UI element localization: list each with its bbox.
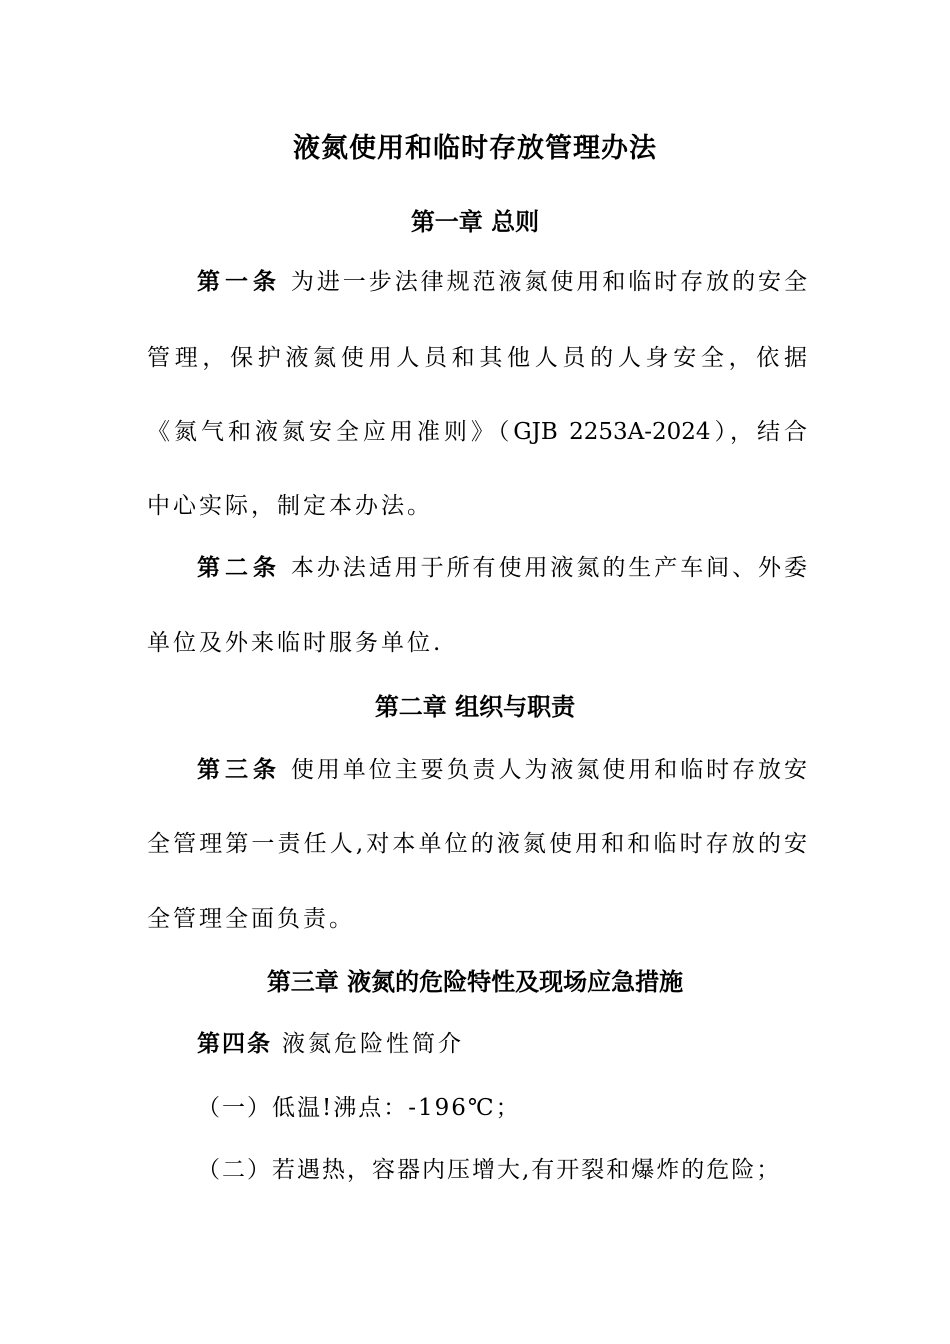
article-1-label: 第一条 (197, 269, 281, 295)
article-2-line-2: 单位及外来临时服务单位. (147, 630, 444, 656)
article-1-line-2: 管理，保护液氮使用人员和其他人员的人身安全，依据 (147, 345, 807, 371)
article-1-line-3: 《氮气和液氮安全应用准则》（GJB 2253A-2024），结合 (147, 419, 807, 445)
document-title: 液氮使用和临时存放管理办法 (293, 133, 657, 164)
article-1-line-4: 中心实际，制定本办法。 (147, 493, 433, 519)
article-1-text-1: 为进一步法律规范液氮使用和临时存放的安全 (290, 269, 808, 295)
article-3-line-3: 全管理全面负责。 (147, 906, 355, 932)
article-4-item-2: （二）若遇热，容器内压增大,有开裂和爆炸的危险； (197, 1157, 782, 1183)
article-1-line-1 (197, 263, 807, 296)
chapter-3-heading: 第三章 液氮的危险特性及现场应急措施 (266, 968, 684, 996)
article-3-label: 第三条 (197, 757, 281, 783)
article-2-label: 第二条 (197, 555, 281, 581)
article-2-text-1: 本办法适用于所有使用液氮的生产车间、外委 (290, 555, 808, 581)
chapter-1-heading: 第一章 总则 (410, 208, 540, 236)
article-4-text-1: 液氮危险性简介 (282, 1031, 464, 1057)
article-4-line-1 (197, 1025, 807, 1058)
article-3-line-1 (197, 751, 807, 784)
chapter-2-heading: 第二章 组织与职责 (374, 693, 576, 721)
article-4-item-1: （一）低温!沸点：-196℃； (197, 1095, 521, 1121)
article-4-label: 第四条 (197, 1031, 272, 1057)
article-3-line-2: 全管理第一责任人,对本单位的液氮使用和和临时存放的安 (147, 831, 807, 857)
article-2-line-1 (197, 549, 807, 582)
article-3-text-1: 使用单位主要负责人为液氮使用和临时存放安 (290, 757, 808, 783)
